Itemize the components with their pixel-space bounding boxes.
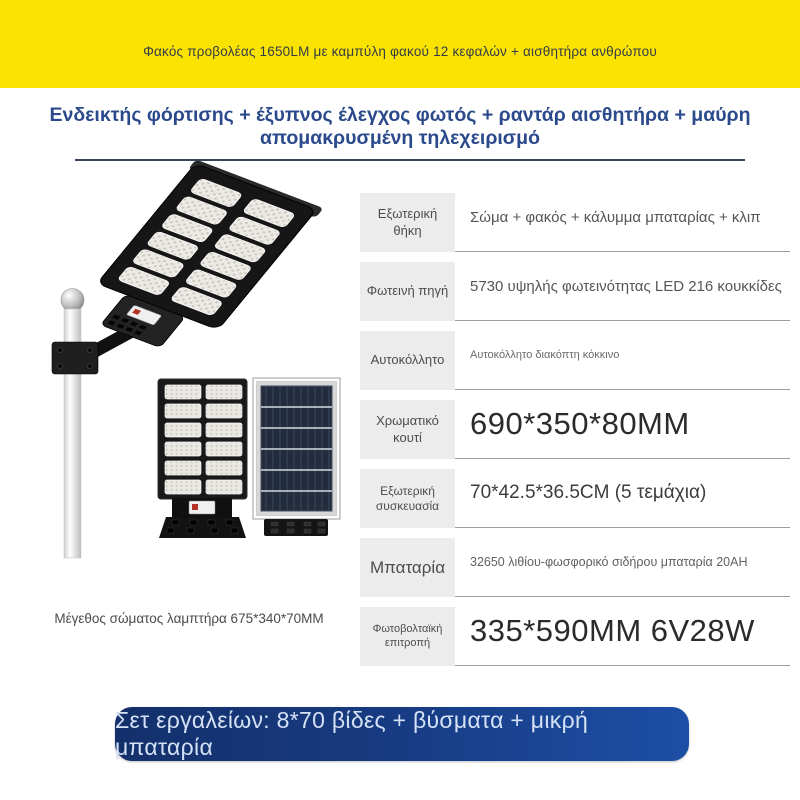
spec-value: 70*42.5*36.5CM (5 τεμάχια)	[455, 459, 790, 528]
spec-label: Χρωματικό κουτί	[360, 400, 455, 459]
spec-value: 335*590MM 6V28W	[455, 597, 790, 666]
lamp-front-image	[158, 379, 247, 538]
spec-value: 5730 υψηλής φωτεινότητας LED 216 κουκκίδες	[455, 252, 790, 321]
spec-table	[360, 183, 790, 666]
spec-label: Αυτοκόλλητο	[360, 331, 455, 390]
spec-value: Αυτοκόλλητο διακόπτη κόκκινο	[455, 321, 790, 390]
tool-kit-banner-text: Σετ εργαλείων: 8*70 βίδες + βύσματα + μικρή μπαταρία	[115, 707, 589, 760]
product-images	[30, 158, 350, 608]
top-banner	[0, 0, 800, 88]
mounting-plate	[52, 342, 98, 374]
subtitle-text: Ενδεικτής φόρτισης + έξυπνος έλεγχος φωτός + ραντάρ αισθητήρα + μαύρη απομακρυσμένη τηλεχειρισμό	[49, 104, 751, 149]
lamp-head	[70, 159, 324, 361]
spec-row-outer-case	[360, 183, 790, 252]
spec-label: Μπαταρία	[360, 538, 455, 597]
spec-row-color-box	[360, 390, 790, 459]
spec-label: Φωτεινή πηγή	[360, 262, 455, 321]
spec-row-sticker	[360, 321, 790, 390]
spec-row-pv-panel	[360, 597, 790, 666]
spec-label: Εξωτερική συσκευασία	[360, 469, 455, 528]
image-caption: Μέγεθος σώματος λαμπτήρα 675*340*70MM	[54, 611, 324, 626]
spec-label: Εξωτερική θήκη	[360, 193, 455, 252]
spec-value: 690*350*80MM	[455, 390, 790, 459]
spec-value: Σώμα + φακός + κάλυμμα μπαταρίας + κλιπ	[455, 183, 790, 252]
tool-kit-banner	[115, 707, 689, 761]
subtitle	[0, 88, 800, 161]
top-banner-text: Φακός προβολέας 1650LM με καμπύλη φακού 12 κεφαλών + αισθητήρα ανθρώπου	[143, 43, 657, 59]
pole-ball-finial	[61, 289, 84, 312]
spec-value: 32650 λιθίου-φωσφορικό σιδήρου μπαταρία 20AH	[455, 528, 790, 597]
solar-panel-image	[253, 378, 340, 536]
spec-label: Φωτοβολταϊκή επιτροπή	[360, 607, 455, 666]
spec-row-battery	[360, 528, 790, 597]
spec-row-light-source	[360, 252, 790, 321]
panel-bracket	[264, 519, 328, 536]
spec-row-outer-packaging	[360, 459, 790, 528]
